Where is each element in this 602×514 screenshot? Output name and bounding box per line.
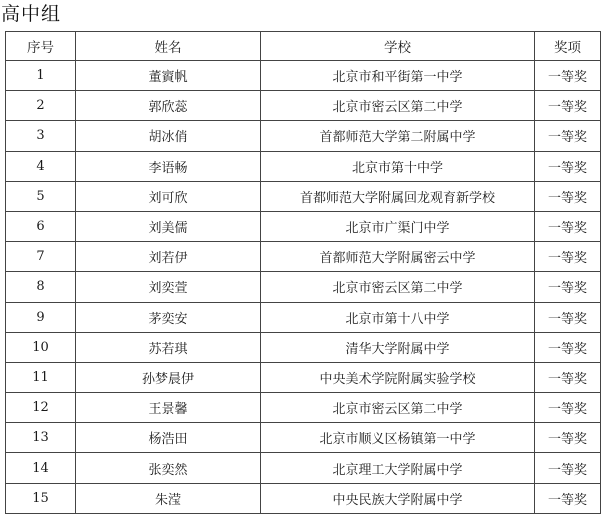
cell-award: 一等奖: [535, 423, 601, 453]
table-row: [6, 302, 601, 332]
cell-award: 一等奖: [535, 453, 601, 483]
table-row: [6, 242, 601, 272]
cell-school: 北京市密云区第二中学: [261, 393, 535, 423]
cell-name: 刘若伊: [76, 242, 261, 272]
cell-index: 15: [6, 483, 76, 513]
cell-school: 北京市广渠门中学: [261, 211, 535, 241]
cell-index: 1: [6, 61, 76, 91]
cell-award: 一等奖: [535, 362, 601, 392]
cell-award: 一等奖: [535, 211, 601, 241]
table-row: [6, 211, 601, 241]
cell-name: 胡冰俏: [76, 121, 261, 151]
column-header-award: 奖项: [535, 32, 601, 61]
cell-name: 苏若琪: [76, 332, 261, 362]
cell-school: 北京市密云区第二中学: [261, 91, 535, 121]
cell-index: 8: [6, 272, 76, 302]
cell-index: 4: [6, 151, 76, 181]
table-row: [6, 91, 601, 121]
cell-index: 9: [6, 302, 76, 332]
cell-award: 一等奖: [535, 181, 601, 211]
cell-award: 一等奖: [535, 242, 601, 272]
table-row: [6, 151, 601, 181]
cell-school: 北京理工大学附属中学: [261, 453, 535, 483]
cell-name: 刘可欣: [76, 181, 261, 211]
cell-school: 中央民族大学附属中学: [261, 483, 535, 513]
cell-name: 朱滢: [76, 483, 261, 513]
cell-index: 13: [6, 423, 76, 453]
cell-award: 一等奖: [535, 332, 601, 362]
cell-index: 12: [6, 393, 76, 423]
cell-name: 茅奕安: [76, 302, 261, 332]
cell-school: 北京市密云区第二中学: [261, 272, 535, 302]
table-row: [6, 121, 601, 151]
cell-name: 刘奕萱: [76, 272, 261, 302]
table-row: [6, 423, 601, 453]
cell-index: 6: [6, 211, 76, 241]
cell-name: 李语畅: [76, 151, 261, 181]
cell-school: 北京市第十中学: [261, 151, 535, 181]
cell-index: 2: [6, 91, 76, 121]
cell-index: 11: [6, 362, 76, 392]
cell-school: 北京市和平街第一中学: [261, 61, 535, 91]
cell-name: 董賨帆: [76, 61, 261, 91]
cell-award: 一等奖: [535, 91, 601, 121]
section-heading: 高中组: [1, 3, 62, 25]
cell-school: 首都师范大学附属密云中学: [261, 242, 535, 272]
cell-name: 郭欣蕊: [76, 91, 261, 121]
cell-school: 清华大学附属中学: [261, 332, 535, 362]
cell-name: 王景馨: [76, 393, 261, 423]
cell-name: 孙梦晨伊: [76, 362, 261, 392]
cell-award: 一等奖: [535, 393, 601, 423]
cell-index: 10: [6, 332, 76, 362]
cell-index: 7: [6, 242, 76, 272]
column-header-school: 学校: [261, 32, 535, 61]
table-row: [6, 362, 601, 392]
cell-index: 14: [6, 453, 76, 483]
column-header-name: 姓名: [76, 32, 261, 61]
column-header-index: 序号: [6, 32, 76, 61]
cell-name: 刘美儒: [76, 211, 261, 241]
table-row: [6, 393, 601, 423]
award-table: [5, 31, 601, 514]
table-row: [6, 272, 601, 302]
cell-index: 3: [6, 121, 76, 151]
table-row: [6, 483, 601, 513]
cell-school: 北京市第十八中学: [261, 302, 535, 332]
cell-name: 张奕然: [76, 453, 261, 483]
cell-school: 中央美术学院附属实验学校: [261, 362, 535, 392]
cell-award: 一等奖: [535, 272, 601, 302]
table-row: [6, 453, 601, 483]
cell-award: 一等奖: [535, 302, 601, 332]
cell-school: 首都师范大学附属回龙观育新学校: [261, 181, 535, 211]
table-row: [6, 61, 601, 91]
cell-award: 一等奖: [535, 483, 601, 513]
table-header-row: [6, 32, 601, 61]
table-row: [6, 332, 601, 362]
cell-name: 杨浩田: [76, 423, 261, 453]
table-row: [6, 181, 601, 211]
cell-award: 一等奖: [535, 151, 601, 181]
cell-school: 首都师范大学第二附属中学: [261, 121, 535, 151]
cell-award: 一等奖: [535, 61, 601, 91]
cell-school: 北京市顺义区杨镇第一中学: [261, 423, 535, 453]
cell-index: 5: [6, 181, 76, 211]
cell-award: 一等奖: [535, 121, 601, 151]
